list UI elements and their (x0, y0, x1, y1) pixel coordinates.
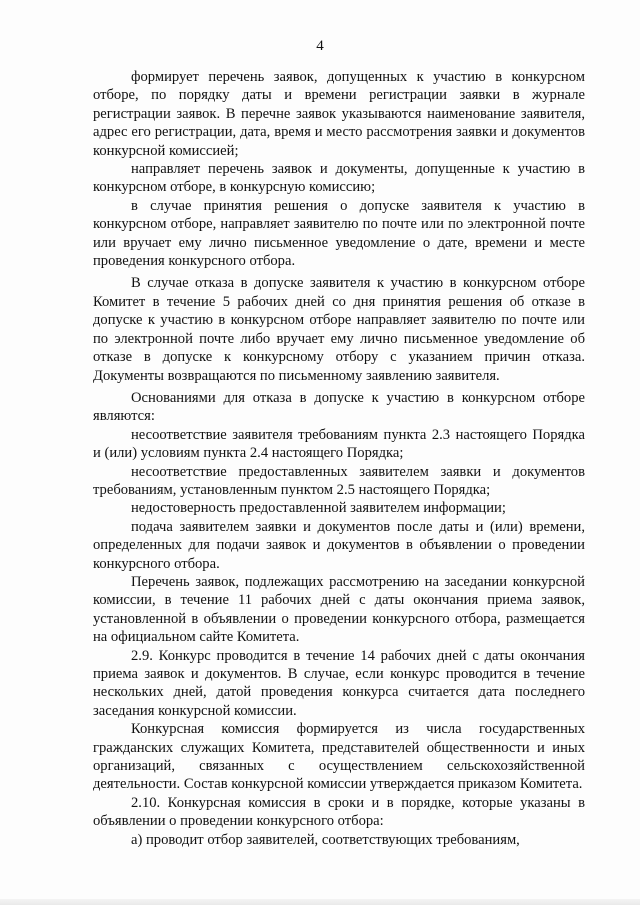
paragraph: направляет перечень заявок и документы, допущенные к участию в конкурсном отборе, в конкурсную комиссию; (93, 161, 585, 196)
page-bottom-edge (0, 899, 640, 905)
paragraph: Конкурсная комиссия формируется из числа государственных гражданских служащих Комитета, представителей общественности и иных организаций, связанных с осуществлением сельскохозяйственной деятельности. Состав конкурсной комиссии утверждается приказом Комитета. (93, 721, 585, 793)
paragraph: формирует перечень заявок, допущенных к участию в конкурсном отборе, по порядку даты и времени регистрации заявки в журнале регистрации заявок. В перечне заявок указываются наименование заявителя, адрес его регистрации, дата, время и место рассмотрения заявки и документов конкурсной комиссией; (93, 69, 585, 159)
page-number: 4 (316, 38, 324, 54)
paragraph: 2.9. Конкурс проводится в течение 14 рабочих дней с даты окончания приема заявок и документов. В случае, если конкурс проводится в течение нескольких дней, датой проведения конкурса считается дата последнего заседания конкурсной комиссии. (93, 647, 585, 719)
paragraph: недостоверность предоставленной заявителем информации; (131, 500, 506, 517)
paragraph: а) проводит отбор заявителей, соответствующих требованиям, (131, 831, 520, 848)
document-body (93, 68, 585, 849)
paragraph: подача заявителем заявки и документов после даты и (или) времени, определенных для подачи заявок и документов в объявлении о проведении конкурсного отбора. (93, 518, 585, 572)
paragraph: несоответствие предоставленных заявителем заявки и документов требованиям, установленным пунктом 2.5 настоящего Порядка; (93, 463, 585, 498)
paragraph: Основаниями для отказа в допуске к участию в конкурсном отборе являются: (93, 389, 585, 425)
paragraph: 2.10. Конкурсная комиссия в сроки и в порядке, которые указаны в объявлении о проведении конкурсного отбора: (93, 794, 585, 830)
paragraph: Перечень заявок, подлежащих рассмотрению на заседании конкурсной комиссии, в течение 11 рабочих дней с даты окончания приема заявок, установленной в объявлении о проведении конкурсного отбора, размещается на официальном сайте Комитета. (93, 573, 585, 646)
paragraph: несоответствие заявителя требованиям пункта 2.3 настоящего Порядка и (или) условиям пункта 2.4 настоящего Порядка; (93, 426, 585, 462)
paragraph: В случае отказа в допуске заявителя к участию в конкурсном отборе Комитет в течение 5 рабочих дней со дня принятия решения об отказе в допуске к участию в конкурсном отборе направляет заявителю по почте или по электронной почте либо вручает ему лично письменное уведомление об отказе в допуске к конкурсному отбору с указанием причин отказа. Документы возвращаются по письменному заявлению заявителя. (93, 275, 585, 384)
paragraph: в случае принятия решения о допуске заявителя к участию в конкурсном отборе, направляет заявителю по почте или по электронной почте или вручает ему лично письменное уведомление о дате, времени и месте проведения конкурсного отбора. (93, 197, 585, 270)
